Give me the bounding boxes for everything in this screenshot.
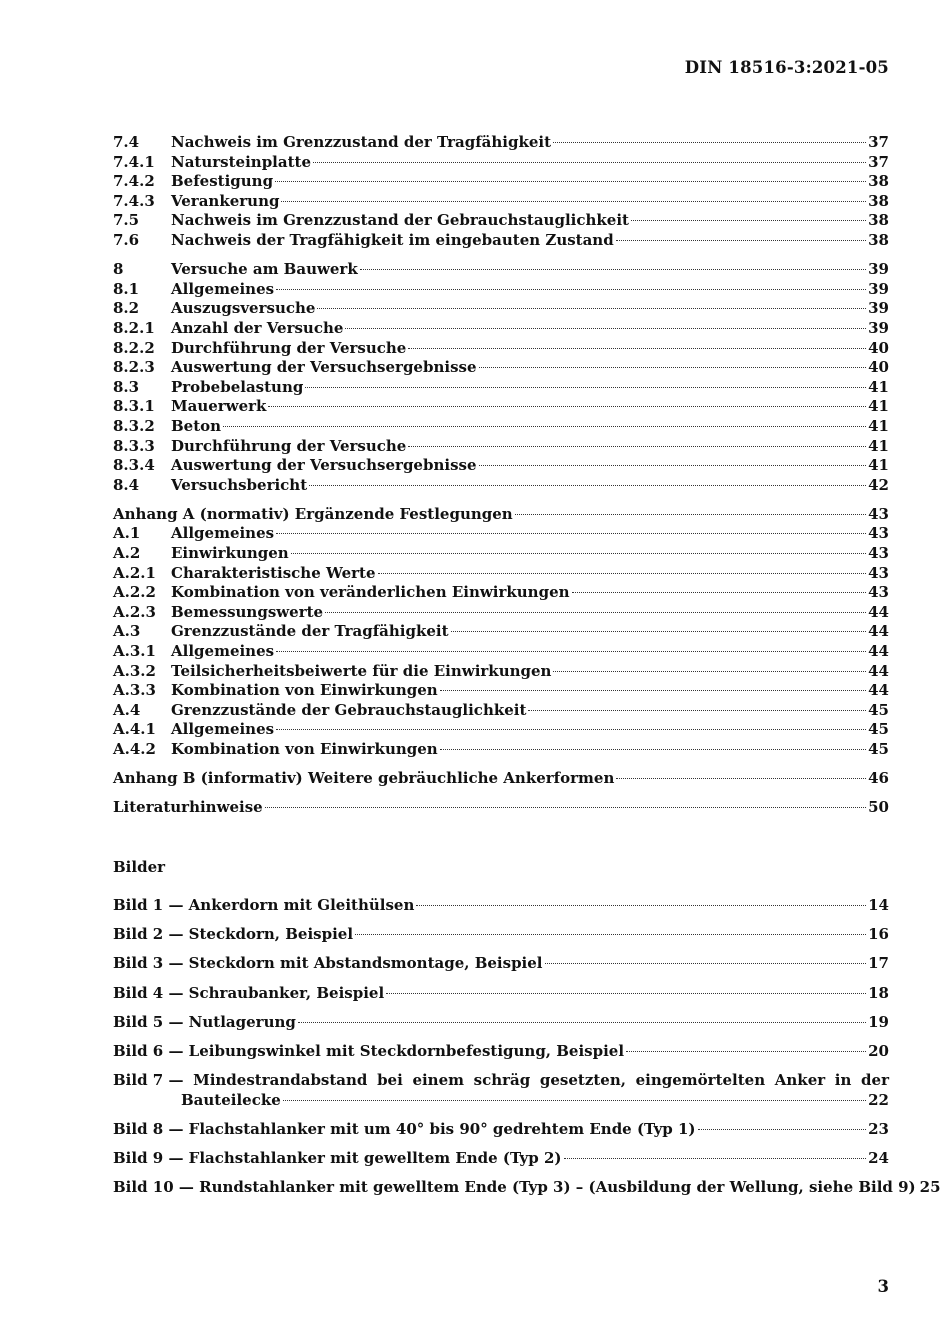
toc-entry-title: Literaturhinweise <box>113 798 263 817</box>
dot-leader <box>281 201 866 202</box>
toc-entry[interactable] <box>113 925 889 945</box>
group-spacer <box>113 789 889 799</box>
title-word: Bild 7 — <box>113 1071 184 1090</box>
toc-entry-title: Natursteinplatte <box>171 152 311 171</box>
toc-entry-page: 43 <box>868 524 889 543</box>
dot-leader <box>355 934 866 935</box>
toc-entry-page: 44 <box>868 642 889 661</box>
toc-entry-number: 8.2 <box>113 299 140 318</box>
dot-leader <box>291 553 866 554</box>
toc-entry-number: 7.4.2 <box>113 172 155 191</box>
toc-entry-number: A.4.2 <box>113 740 156 758</box>
dot-leader <box>479 367 867 368</box>
toc-entry-number: A.4 <box>113 700 141 719</box>
toc-entry-page: 40 <box>868 358 889 377</box>
dot-leader <box>275 181 866 182</box>
toc-entry-number: A.2.3 <box>113 602 156 621</box>
toc-entry-number: 8.3.2 <box>113 416 155 435</box>
dot-leader <box>616 778 866 779</box>
dot-leader <box>325 612 866 613</box>
toc-entry[interactable] <box>113 456 889 476</box>
toc-entry-number: 8.3.4 <box>113 456 155 475</box>
toc-entry[interactable] <box>113 339 889 359</box>
toc-entry-title: Durchführung der Versuche <box>171 338 407 357</box>
toc-entry-number: 8.3.1 <box>113 397 155 416</box>
dot-leader <box>616 240 866 241</box>
dot-leader <box>416 905 866 906</box>
toc-entry-page: 22 <box>868 1090 889 1109</box>
dot-leader <box>378 573 867 574</box>
dot-leader <box>545 963 867 964</box>
toc-entry[interactable] <box>113 153 889 173</box>
toc-entry-title: Einwirkungen <box>171 544 289 563</box>
toc-entry-page: 45 <box>868 740 889 758</box>
toc-entry[interactable] <box>113 476 889 496</box>
dot-leader <box>564 1158 867 1159</box>
toc-entry-page: 24 <box>868 1149 889 1168</box>
dot-leader <box>313 162 866 163</box>
toc-entry-number: 8.4 <box>113 475 140 494</box>
dot-leader <box>276 289 866 290</box>
toc-entry-page: 44 <box>868 681 889 700</box>
title-word: Mindestrandabstand <box>193 1071 368 1090</box>
title-word: schräg <box>473 1071 531 1090</box>
toc-entry-number: 7.4 <box>113 133 140 151</box>
toc-entry-number: 8.2.1 <box>113 318 155 337</box>
toc-entry-page: 45 <box>868 720 889 739</box>
dot-leader <box>360 269 866 270</box>
dot-leader <box>345 328 866 329</box>
dot-leader <box>528 710 866 711</box>
toc-entry[interactable] <box>113 397 889 417</box>
dot-leader <box>572 592 867 593</box>
toc-entry-title: Auszugsversuche <box>171 299 316 318</box>
toc-entry-title: Auswertung der Versuchsergebnisse <box>171 358 477 377</box>
toc-entry-title: Nachweis im Grenzzustand der Gebrauchstauglichkeit <box>171 211 629 230</box>
dot-leader <box>553 142 866 143</box>
toc-entry[interactable] <box>113 299 889 319</box>
toc-entry[interactable] <box>113 192 889 212</box>
document-id: DIN 18516-3:2021-05 <box>684 58 889 77</box>
toc-entry[interactable] <box>113 603 889 623</box>
toc-entry-title: Mauerwerk <box>171 397 267 416</box>
toc-entry-page: 41 <box>868 436 889 455</box>
toc-entry-title: Bemessungswerte <box>171 602 324 621</box>
group-spacer <box>113 251 889 261</box>
toc-entry-number: A.1 <box>113 524 141 543</box>
toc-entry[interactable] <box>113 172 889 192</box>
toc-entry-title: Allgemeines <box>171 279 275 298</box>
dot-leader <box>309 485 866 486</box>
toc-entry-number: A.2.1 <box>113 563 156 582</box>
toc-entry-title: Auswertung der Versuchsergebnisse <box>171 456 477 475</box>
toc-entry-title: Bild 9 — Flachstahlanker mit gewelltem Ende (Typ 2) <box>113 1149 562 1168</box>
dot-leader <box>276 651 866 652</box>
dot-leader <box>408 348 866 349</box>
toc-entry-number: 8 <box>113 260 124 279</box>
toc-entry[interactable] <box>113 701 889 721</box>
toc-entry-title: Teilsicherheitsbeiwerte für die Einwirkungen <box>171 661 552 680</box>
toc-entry-number: A.3 <box>113 622 141 641</box>
toc-entry-number: 8.2.3 <box>113 358 155 377</box>
toc-entry-page: 37 <box>868 152 889 171</box>
dot-leader <box>223 426 866 427</box>
toc-entry-page: 17 <box>868 954 889 973</box>
toc-entry-page: 37 <box>868 133 889 151</box>
dot-leader <box>386 993 866 994</box>
toc-entry[interactable] <box>113 769 889 789</box>
toc-entry-number: 8.1 <box>113 279 140 298</box>
toc-entry-page: 25 <box>919 1178 941 1197</box>
toc-entry-title: Bild 1 — Ankerdorn mit Gleithülsen <box>113 896 415 914</box>
toc-entry-title: Bild 3 — Steckdorn mit Abstandsmontage, Beispiel <box>113 954 543 973</box>
toc-entry-page: 39 <box>868 279 889 298</box>
dot-leader <box>265 807 866 808</box>
toc-entry-title: Allgemeines <box>171 642 275 661</box>
toc-entry-page: 38 <box>868 191 889 210</box>
toc-entry[interactable] <box>113 642 889 662</box>
title-word: bei <box>377 1071 403 1090</box>
toc-entry[interactable] <box>113 544 889 564</box>
toc-entry-page: 41 <box>868 377 889 396</box>
toc-entry[interactable] <box>113 622 889 642</box>
toc-entry[interactable] <box>113 280 889 300</box>
page-number: 3 <box>877 1277 889 1296</box>
toc-entry-page: 44 <box>868 622 889 641</box>
dot-leader <box>440 749 866 750</box>
title-word: der <box>861 1071 889 1090</box>
toc-entry[interactable] <box>113 740 889 760</box>
toc-entry-title: Anhang B (informativ) Weitere gebräuchliche Ankerformen <box>113 769 615 788</box>
dot-leader <box>626 1051 866 1052</box>
toc-entry[interactable] <box>113 133 889 153</box>
toc-entry-title: Allgemeines <box>171 720 275 739</box>
toc-entry[interactable] <box>113 798 889 818</box>
dot-leader <box>553 671 866 672</box>
figures-heading: Bilder <box>113 858 166 876</box>
toc-entry-title-line2: Bauteilecke <box>181 1090 281 1109</box>
toc-entry[interactable] <box>113 1149 889 1169</box>
toc-entry-page: 16 <box>868 925 889 944</box>
toc-entry-number: 7.6 <box>113 230 140 249</box>
toc-entry-title: Nachweis der Tragfähigkeit im eingebauten Zustand <box>171 230 614 249</box>
toc-entry-title: Befestigung <box>171 172 274 191</box>
toc-entry-page: 45 <box>868 700 889 719</box>
dot-leader <box>451 631 867 632</box>
toc-entry[interactable] <box>113 437 889 457</box>
title-word: in <box>834 1071 852 1090</box>
toc-entry-page: 41 <box>868 416 889 435</box>
toc-entry-title: Versuchsbericht <box>171 475 308 494</box>
toc-entry[interactable] <box>113 1042 889 1062</box>
toc-entry[interactable] <box>113 319 889 339</box>
toc-entry-number: 7.5 <box>113 211 140 230</box>
toc-entry-page: 39 <box>868 318 889 337</box>
toc-entry-title: Anhang A (normativ) Ergänzende Festlegungen <box>113 504 513 523</box>
toc-entry-number: A.4.1 <box>113 720 156 739</box>
toc-entry-number: 8.3.3 <box>113 436 155 455</box>
toc-entry[interactable] <box>113 231 889 251</box>
toc-entry-page: 43 <box>868 583 889 602</box>
toc-entry[interactable] <box>113 505 889 525</box>
toc-entry-title: Kombination von Einwirkungen <box>171 740 438 758</box>
toc-entry-number: A.3.1 <box>113 642 156 661</box>
toc-entry-number: A.2.2 <box>113 583 156 602</box>
toc-entry-title: Grenzzustände der Gebrauchstauglichkeit <box>171 700 527 719</box>
toc-entry-page: 44 <box>868 661 889 680</box>
toc-entry-title: Grenzzustände der Tragfähigkeit <box>171 622 449 641</box>
toc-entry[interactable] <box>113 583 889 603</box>
toc-entry-title: Durchführung der Versuche <box>171 436 407 455</box>
toc-entry[interactable] <box>113 954 889 974</box>
toc-entry-number: 7.4.3 <box>113 191 155 210</box>
list-of-figures <box>113 896 941 1207</box>
toc-entry-title-line1 <box>113 1071 889 1091</box>
dot-leader <box>631 220 866 221</box>
toc-entry-number: 8.3 <box>113 377 140 396</box>
toc-entry-number: 8.2.2 <box>113 338 155 357</box>
toc-entry-title: Bild 10 — Rundstahlanker mit gewelltem Ende (Typ 3) – (Ausbildung der Wellung, siehe Bild 9) <box>113 1178 916 1197</box>
toc-entry-title: Probebelastung <box>171 377 304 396</box>
toc-entry-page: 43 <box>868 563 889 582</box>
toc-entry[interactable] <box>113 720 889 740</box>
toc-entry-title: Verankerung <box>171 191 280 210</box>
toc-entry-title: Bild 4 — Schraubanker, Beispiel <box>113 983 385 1002</box>
toc-entry[interactable] <box>113 358 889 378</box>
toc-entry[interactable] <box>113 417 889 437</box>
toc-entry-title: Charakteristische Werte <box>171 563 376 582</box>
toc-entry-page: 39 <box>868 260 889 279</box>
toc-entry-title: Nachweis im Grenzzustand der Tragfähigkeit <box>171 133 552 151</box>
toc-entry[interactable] <box>113 1178 941 1198</box>
toc-entry-page: 19 <box>868 1012 889 1031</box>
toc-entry-title: Bild 6 — Leibungswinkel mit Steckdornbefestigung, Beispiel <box>113 1041 625 1060</box>
toc-entry[interactable] <box>113 1071 889 1110</box>
dot-leader <box>268 406 866 407</box>
toc-entry-number: A.3.2 <box>113 661 156 680</box>
toc-entry-page: 41 <box>868 397 889 416</box>
toc-entry-page: 41 <box>868 456 889 475</box>
toc-entry-page: 43 <box>868 504 889 523</box>
toc-entry-page: 18 <box>868 983 889 1002</box>
toc-entry[interactable] <box>113 896 889 916</box>
group-spacer <box>113 760 889 770</box>
dot-leader <box>479 465 867 466</box>
title-word: eingemörtelten <box>635 1071 766 1090</box>
title-word: gesetzten, <box>539 1071 626 1090</box>
toc-entry[interactable] <box>113 984 889 1004</box>
dot-leader <box>298 1022 866 1023</box>
toc-entry[interactable] <box>113 211 889 231</box>
toc-entry-number: A.3.3 <box>113 681 156 700</box>
toc-entry-title: Bild 5 — Nutlagerung <box>113 1012 296 1031</box>
dot-leader <box>283 1100 866 1101</box>
toc-entry[interactable] <box>113 524 889 544</box>
title-word: Anker <box>774 1071 826 1090</box>
toc-entry-page: 23 <box>868 1119 889 1138</box>
toc-entry-page: 46 <box>868 769 889 788</box>
toc-entry-page: 42 <box>868 475 889 494</box>
toc-entry-title: Kombination von veränderlichen Einwirkungen <box>171 583 570 602</box>
dot-leader <box>276 533 866 534</box>
toc-entry[interactable] <box>113 260 889 280</box>
toc-entry[interactable] <box>113 681 889 701</box>
toc-entry-page: 38 <box>868 230 889 249</box>
toc-entry-page: 39 <box>868 299 889 318</box>
toc-entry-title: Bild 8 — Flachstahlanker mit um 40° bis 90° gedrehtem Ende (Typ 1) <box>113 1119 696 1138</box>
toc-entry-title: Bild 2 — Steckdorn, Beispiel <box>113 925 354 944</box>
toc-entry-title: Versuche am Bauwerk <box>171 260 358 279</box>
group-spacer <box>113 495 889 505</box>
table-of-contents <box>113 133 889 818</box>
toc-entry-page: 38 <box>868 172 889 191</box>
toc-entry[interactable] <box>113 1013 889 1033</box>
toc-entry-page: 20 <box>868 1041 889 1060</box>
toc-entry-page: 44 <box>868 602 889 621</box>
toc-entry-page: 40 <box>868 338 889 357</box>
toc-entry-number: 7.4.1 <box>113 152 155 171</box>
toc-entry-title: Anzahl der Versuche <box>171 318 344 337</box>
toc-entry-number: A.2 <box>113 544 141 563</box>
title-word: einem <box>412 1071 464 1090</box>
toc-entry-page: 14 <box>868 896 889 914</box>
dot-leader <box>317 308 866 309</box>
toc-entry-page: 50 <box>868 798 889 817</box>
toc-entry-title: Kombination von Einwirkungen <box>171 681 438 700</box>
toc-entry-page: 43 <box>868 544 889 563</box>
dot-leader <box>408 446 866 447</box>
toc-entry-title: Allgemeines <box>171 524 275 543</box>
toc-entry[interactable] <box>113 564 889 584</box>
dot-leader <box>440 690 866 691</box>
dot-leader <box>305 387 866 388</box>
toc-entry[interactable] <box>113 1120 889 1140</box>
dot-leader <box>276 729 866 730</box>
dot-leader <box>515 514 866 515</box>
toc-entry[interactable] <box>113 378 889 398</box>
toc-entry-page: 38 <box>868 211 889 230</box>
toc-entry[interactable] <box>113 662 889 682</box>
dot-leader <box>698 1129 867 1130</box>
toc-entry-title: Beton <box>171 416 222 435</box>
